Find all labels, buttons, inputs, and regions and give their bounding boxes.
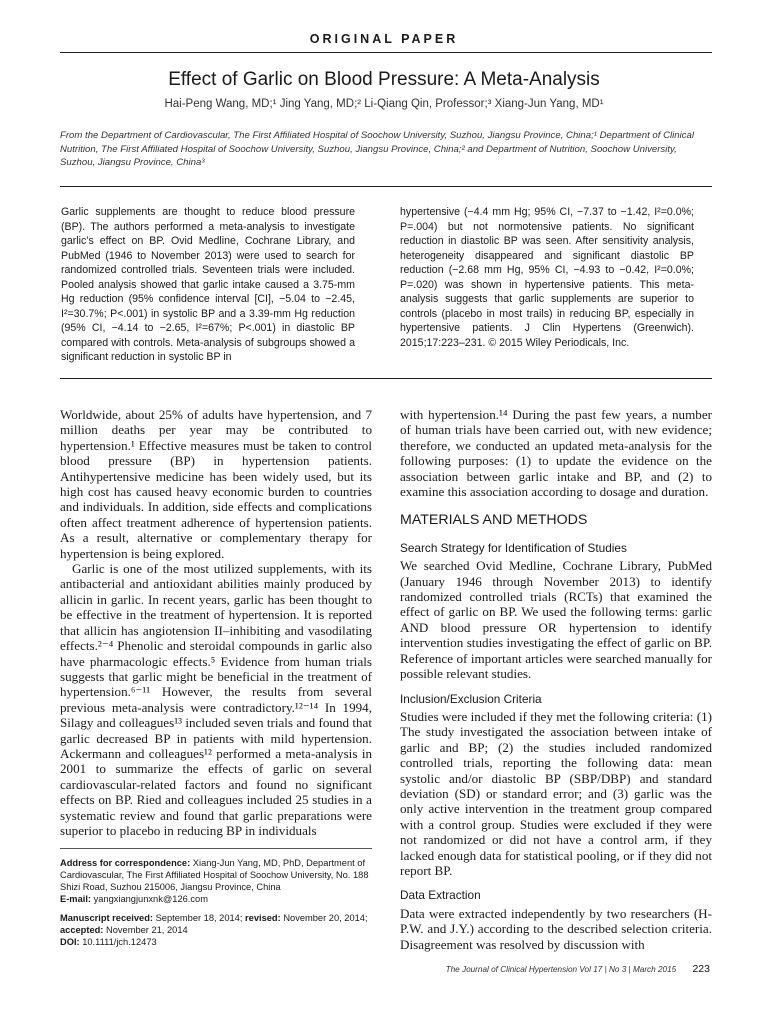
accepted-label: accepted:: [60, 925, 104, 935]
correspondence-rule: [60, 848, 372, 849]
revised-date: November 20, 2014;: [283, 913, 368, 923]
paragraph: with hypertension.¹⁴ During the past few years, a number of human trials have been carried out, with new evidence; therefore, we conducted an updated meta-analysis for the following purposes: (1) to update the evidence on the association between garlic intake and BP, and (2) to examine this association according to dosage and duration.: [400, 407, 712, 500]
article-title: Effect of Garlic on Blood Pressure: A Meta-Analysis: [168, 69, 600, 90]
abstract-left-column: [61, 205, 355, 365]
paragraph: Garlic is one of the most utilized supplements, with its antibacterial and antioxidant abilities mainly produced by allicin in garlic. In recent years, garlic has been thought to be effective in the treatment of hypertension. It is reported that allicin has angiotension II–inhibiting and vasodilating effects.²⁻⁴ Phenolic and steroidal compounds in garlic also have pharmacologic effects.⁵ Evidence from human trials suggests that garlic might be beneficial in the treatment of hypertension.⁶⁻¹¹ However, the results from several previous meta-analysis were contradictory.¹²⁻¹⁴ In 1994, Silagy and colleagues¹³ included seven trials and found that garlic decreased BP in patients with mild hypertension. Ackermann and colleagues¹² performed a meta-analysis in 2001 to summarize the effects of garlic on several cardiovascular-related factors and found no significant effects on BP. Ried and colleagues included 25 studies in a systematic review and found that garlic preparations were superior to placebo in reducing BP in individuals: [60, 561, 372, 838]
subsection-heading: Data Extraction: [400, 888, 481, 903]
address-label: Address for correspondence:: [60, 858, 191, 868]
paragraph: Studies were included if they met the following criteria: (1) The study investigated the association between intake of garlic and BP; (2) the studies included randomized controlled trials, reporting the following data: mean systolic and/or diastolic BP (SBP/DBP) and standard deviation (SD) or standard error; and (3) garlic was the only active intervention in the treatment group compared with a control group. Studies were excluded if they were not randomized or did not have a control arm, if they lacked enough data for statistical pooling, or if they did not report BP.: [400, 708, 712, 878]
received-label: Manuscript received:: [60, 913, 154, 923]
email-link[interactable]: yangxiangjunxnk@126.com: [93, 894, 208, 904]
paragraph: Worldwide, about 25% of adults have hypertension, and 7 million deaths per year may be contributed to hypertension.¹ Effective measures must be taken to control blood pressure (BP) in hypertension patients. Antihypertensive medicine has been widely used, but its high cost has caused heavy economic burden to countries and individuals. In addition, side effects and complications often affect treatment adherence of hypertension patients. As a result, alternative or complementary therapy for hypertension is being explored.: [60, 407, 372, 561]
affiliation: From the Department of Cardiovascular, The First Affiliated Hospital of Soochow University, Suzhou, Jiangsu Province, China;¹ Department of Clinical Nutrition, The First Affiliated Hospital of Soochow University, Suzhou, Jiangsu Province, China;² and Department of Nutrition, Soochow University, Suzhou, Jiangsu Province, China³: [60, 130, 694, 168]
paragraph: Data were extracted independently by two researchers (H-P.W. and J.Y.) according to the described selection criteria. Disagreement was resolved by discussion with: [400, 905, 712, 952]
header-rule: [60, 52, 712, 53]
abstract-right-column: [400, 205, 694, 350]
doi-link[interactable]: 10.1111/jch.12473: [82, 937, 157, 947]
paragraph: We searched Ovid Medline, Cochrane Library, PubMed (January 1946 through November 2013) to identify randomized controlled trials (RCTs) that examined the effect of garlic on BP. We used the following terms: garlic AND blood pressure OR hypertension to identify intervention studies investigating the effect of garlic on BP. Reference of important articles were searched manually for possible relevant studies.: [400, 558, 712, 682]
revised-label: revised:: [245, 913, 281, 923]
subsection-heading: Search Strategy for Identification of Studies: [400, 540, 627, 555]
abstract-text: Garlic supplements are thought to reduce blood pressure (BP). The authors performed a meta-analysis to investigate garlic’s effect on BP. Ovid Medline, Cochrane Library, and PubMed (1946 to November 2013) were used to search for randomized controlled trials. Seventeen trials were included. Pooled analysis showed that garlic intake caused a 3.75-mm Hg reduction (95% confidence interval [CI], −5.04 to −2.45, I²=30.7%; P<.001) in systolic BP and a 3.39-mm Hg reduction (95% CI, −4.14 to −2.65, I²=67%; P<.001) in diastolic BP compared with controls. Meta-analysis of subgroups showed a significant reduction in systolic BP in: [61, 206, 355, 363]
body-right-column: [400, 407, 712, 952]
received-date: September 18, 2014;: [155, 913, 243, 923]
subsection-heading: Inclusion/Exclusion Criteria: [400, 691, 542, 706]
body-left-column: [60, 407, 372, 838]
page-footer: [446, 963, 710, 975]
page-number: 223: [692, 963, 710, 975]
abstract-bottom-rule: [60, 378, 712, 379]
doi-label: DOI:: [60, 937, 80, 947]
email-label: E-mail:: [60, 894, 91, 904]
section-label: ORIGINAL PAPER: [309, 32, 459, 46]
section-heading: MATERIALS AND METHODS: [400, 512, 588, 529]
accepted-date: November 21, 2014: [106, 925, 188, 935]
journal-citation: The Journal of Clinical Hypertension Vol 17 | No 3 | March 2015: [445, 965, 677, 974]
correspondence-block: [60, 857, 372, 955]
abstract-top-rule: [60, 186, 712, 187]
address-text: Xiang-Jun Yang, MD, PhD, Department of Cardiovascular, The First Affiliated Hospital of Soochow University, No. 188 Shizi Road, Suzhou 215006, Jiangsu Province, China: [60, 858, 369, 892]
author-list: Hai-Peng Wang, MD;¹ Jing Yang, MD;² Li-Qiang Qin, Professor;³ Xiang-Jun Yang, MD¹: [164, 98, 604, 110]
abstract-text: hypertensive (−4.4 mm Hg; 95% CI, −7.37 to −1.42, I²=0.0%; P=.004) but not normotensive patients. No significant reduction in diastolic BP was seen. After sensitivity analysis, heterogeneity disappeared and significant diastolic BP reduction (−2.68 mm Hg, 95% CI, −4.93 to −0.42, I²=0.0%; P=.020) was shown in hypertensive patients. This meta-analysis suggests that garlic supplements are superior to controls (placebo in most trails) in reducing BP, especially in hypertensive patients. J Clin Hypertens (Greenwich). 2015;17:223–231. © 2015 Wiley Periodicals, Inc.: [400, 206, 694, 349]
